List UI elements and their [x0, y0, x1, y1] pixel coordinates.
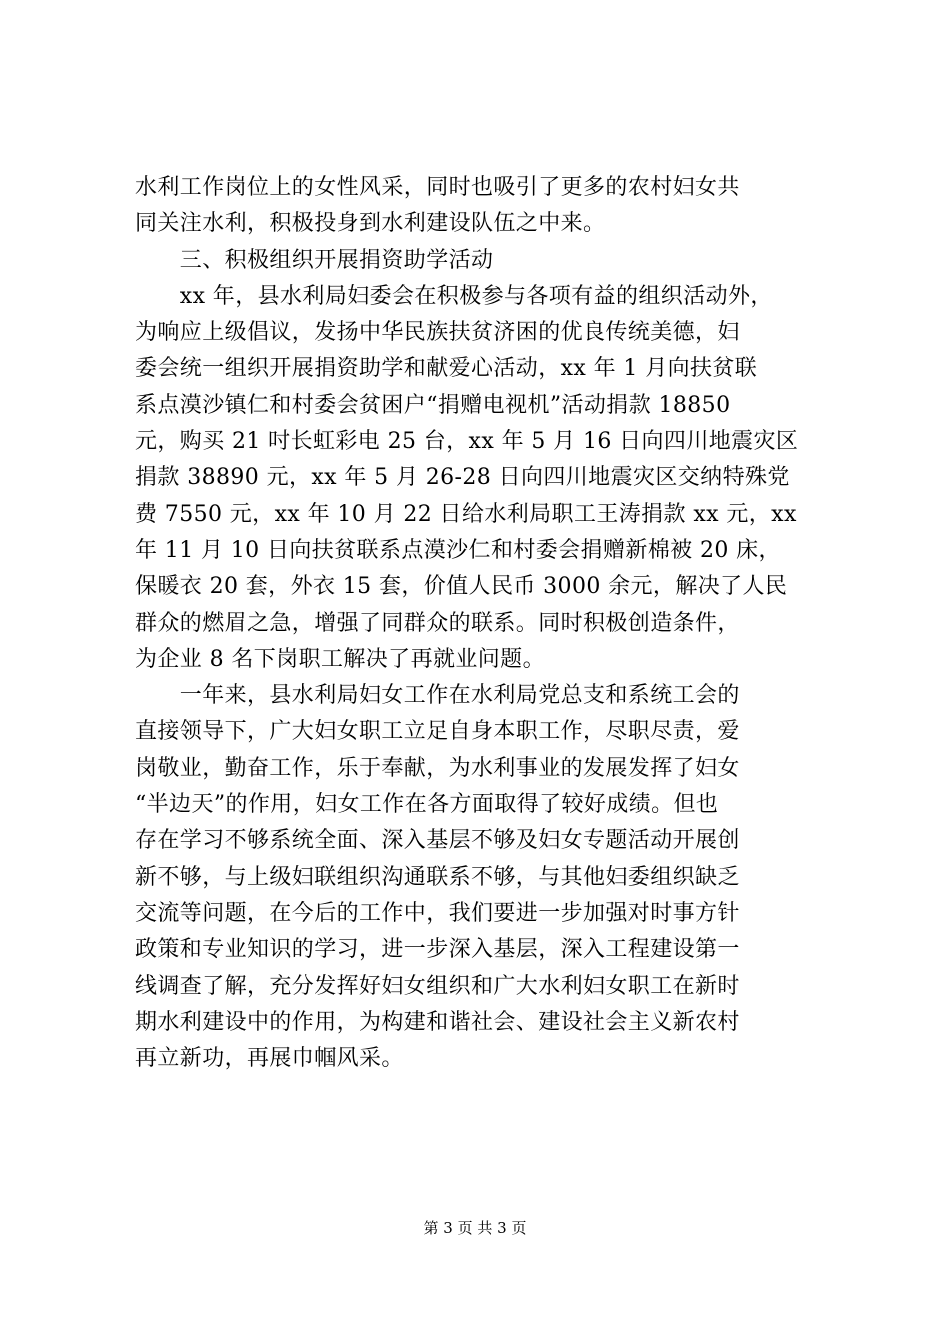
text-line: 水利工作岗位上的女性风采，同时也吸引了更多的农村妇女共: [135, 175, 740, 200]
text-line: 直接领导下，广大妇女职工立足自身本职工作，尽职尽责，爱: [135, 719, 740, 745]
text-line: “半边天”的作用，妇女工作在各方面取得了较好成绩。但也: [135, 792, 719, 818]
text-line: 同关注水利，积极投身到水利建设队伍之中来。: [135, 211, 606, 237]
text-line: 委会统一组织开展捐资助学和献爱心活动，xx 年 1 月向扶贫联: [135, 356, 758, 382]
text-line: 为响应上级倡议，发扬中华民族扶贫济困的优良传统美德，妇: [135, 320, 740, 346]
section-heading: 三、积极组织开展捐资助学活动: [135, 247, 494, 273]
page-number: 第 3 页 共 3 页: [423, 1219, 527, 1237]
text-line: xx 年，县水利局妇委会在积极参与各项有益的组织活动外，: [135, 283, 773, 309]
text-line: 线调查了解，充分发挥好妇女组织和广大水利妇女职工在新时: [135, 973, 740, 999]
text-line: 费 7550 元，xx 年 10 月 22 日给水利局职工王涛捐款 xx 元，xx: [135, 501, 797, 527]
text-line: 存在学习不够系统全面、深入基层不够及妇女专题活动开展创: [135, 828, 740, 854]
text-line: 政策和专业知识的学习，进一步深入基层，深入工程建设第一: [135, 937, 740, 963]
text-line: 期水利建设中的作用，为构建和谐社会、建设社会主义新农村: [135, 1009, 740, 1035]
text-line: 为企业 8 名下岗职工解决了再就业问题。: [135, 646, 545, 672]
text-line: 捐款 38890 元，xx 年 5 月 26-28 日向四川地震灾区交纳特殊党: [135, 465, 790, 491]
document-body: [135, 170, 835, 1077]
text-line: 保暖衣 20 套，外衣 15 套，价值人民币 3000 余元，解决了人民: [135, 574, 788, 600]
page-footer: [0, 1218, 950, 1238]
text-line: 新不够，与上级妇联组织沟通联系不够，与其他妇委组织缺乏: [135, 864, 740, 890]
text-line: 群众的燃眉之急，增强了同群众的联系。同时积极创造条件，: [135, 610, 740, 636]
text-line: 年 11 月 10 日向扶贫联系点漠沙仁和村委会捐赠新棉被 20 床，: [135, 537, 781, 563]
text-line: 再立新功，再展巾帼风采。: [135, 1046, 404, 1072]
text-line: 一年来，县水利局妇女工作在水利局党总支和系统工会的: [135, 683, 740, 709]
text-line: 系点漠沙镇仁和村委会贫困户“捐赠电视机”活动捐款 18850: [135, 392, 731, 418]
text-line: 岗敬业，勤奋工作，乐于奉献，为水利事业的发展发挥了妇女: [135, 755, 740, 781]
text-line: 交流等问题，在今后的工作中，我们要进一步加强对时事方针: [135, 900, 740, 926]
text-line: 元，购买 21 吋长虹彩电 25 台，xx 年 5 月 16 日向四川地震灾区: [135, 429, 799, 455]
